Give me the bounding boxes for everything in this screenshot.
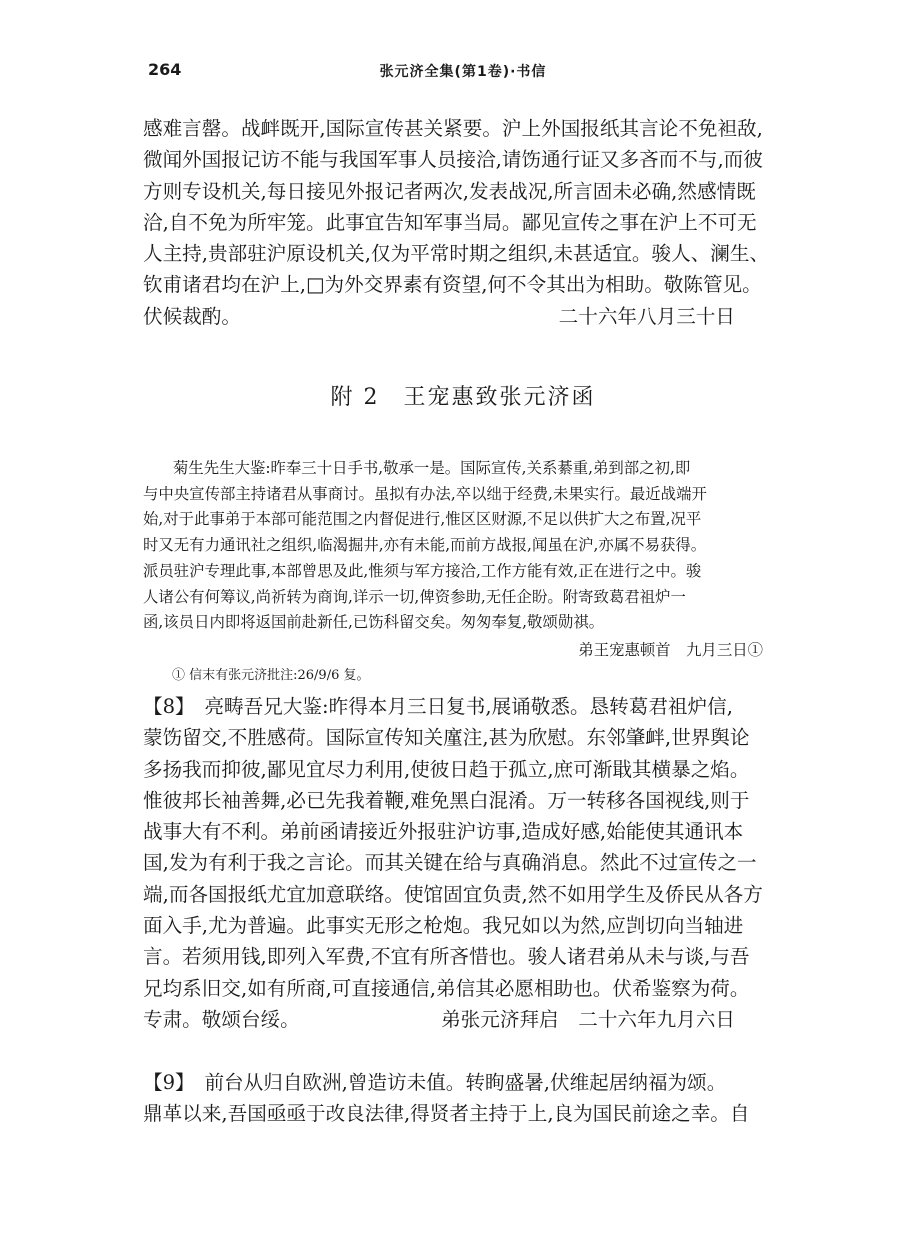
appendix-signature: 弟王宠惠顿首 九月三日① (578, 640, 763, 659)
closing-text: 专肃。敬颂台绥。 (143, 1007, 300, 1031)
appendix-title: 附 2 王宠惠致张元济函 (330, 385, 596, 410)
body-line: 蒙饬留交,不胜感荷。国际宣传知关廑注,甚为欣慰。东邻肇衅,世界舆论 (143, 726, 750, 750)
footnote: ① 信末有张元济批注:26/9/6 复。 (172, 668, 370, 683)
letter8 (143, 691, 783, 1035)
body-line: 微闻外国报记访不能与我国军事人员接洽,请饬通行证又多吝而不与,而彼 (143, 148, 763, 172)
letter-line: 菊生先生大鉴:昨奉三十日手书,敬承一是。国际宣传,关系綦重,弟到部之初,即 (173, 459, 691, 477)
letter-line: 与中央宣传部主持诸君从事商讨。虽拟有办法,卒以绌于经费,未果实行。最近战端开 (143, 484, 707, 503)
body-line: 面入手,尤为普遍。此事实无形之枪炮。我兄如以为然,应剀切向当轴进 (143, 914, 744, 938)
body-line: 国,发为有利于我之言论。而其关键在给与真确消息。然此不过宣传之一 (143, 851, 757, 875)
letter-line: 函,该员日内即将返国前赴新任,已饬科留交矣。匆匆奉复,敬颂勋祺。 (143, 613, 605, 632)
body-line: 方则专设机关,每日接见外报记者两次,发表战况,所言固未必确,然感情既 (143, 179, 756, 203)
letter9 (143, 1067, 783, 1130)
letter-line: 派员驻沪专理此事,本部曾思及此,惟须与军方接洽,工作方能有效,正在进行之中。骏 (143, 561, 702, 580)
body-line: 端,而各国报纸尤宜加意联络。使馆固宜负责,然不如用学生及侨民从各方 (143, 882, 763, 906)
body-line: 感难言罄。战衅既开,国际宣传甚关紧要。沪上外国报纸其言论不免袒敌, (143, 117, 763, 140)
page-number: 264 (148, 60, 182, 79)
letter-date: 二十六年八月三十日 (558, 304, 735, 328)
body-line: 【9】 前台从归自欧洲,曾造访未值。转眴盛暑,伏维起居纳福为颂。 (143, 1071, 727, 1094)
letter7-continuation (143, 113, 783, 332)
appendix-letter (143, 456, 783, 664)
body-line: 钦甫诸君均在沪上,□为外交界素有资望,何不令其出为相助。敬陈管见。 (143, 273, 762, 297)
body-line: 言。若须用钱,即列入军费,不宜有所吝惜也。骏人诸君弟从未与谈,与吾 (143, 945, 750, 969)
body-line: 人主持,贵部驻沪原设机关,仅为平常时期之组织,未甚适宜。骏人、澜生、 (143, 242, 770, 266)
closing-line (143, 301, 783, 332)
body-line: 惟彼邦长袖善舞,必已先我着鞭,难免黑白混淆。万一转移各国视线,则于 (143, 788, 750, 812)
body-line: 鼎革以来,吾国亟亟于改良法律,得贤者主持于上,良为国民前途之幸。自 (143, 1102, 750, 1126)
body-line: 战事大有不利。弟前函请接近外报驻沪访事,造成好感,始能使其通讯本 (143, 820, 744, 844)
letter-line: 人诸公有何筹议,尚祈转为商询,详示一切,俾资参助,无任企盼。附寄致葛君祖炉一 (143, 587, 686, 606)
letter-line: 始,对于此事弟于本部可能范围之内督促进行,惟区区财源,不足以供扩大之布置,况平 (143, 510, 702, 529)
page-header (148, 60, 778, 84)
body-line: 多扬我而抑彼,鄙见宜尽力利用,使彼日趋于孤立,庶可渐戢其横暴之焰。 (143, 757, 750, 781)
running-title: 张元济全集(第1卷)·书信 (379, 64, 547, 80)
closing-text: 伏候裁酌。 (143, 304, 241, 328)
letter-date: 弟张元济拜启 二十六年九月六日 (441, 1007, 735, 1031)
closing-line (143, 1004, 783, 1035)
body-line: 【8】 亮畴吾兄大鉴:昨得本月三日复书,展诵敬悉。恳转葛君祖炉信, (143, 695, 733, 718)
body-line: 兄均系旧交,如有所商,可直接通信,弟信其必愿相助也。伏希鉴察为荷。 (143, 976, 750, 1000)
body-line: 洽,自不免为所牢笼。此事宜告知军事当局。鄙见宣传之事在沪上不可无 (143, 210, 757, 234)
letter-line: 时又无有力通讯社之组织,临渴掘井,亦有未能,而前方战报,闻虽在沪,亦属不易获得。 (143, 536, 707, 555)
